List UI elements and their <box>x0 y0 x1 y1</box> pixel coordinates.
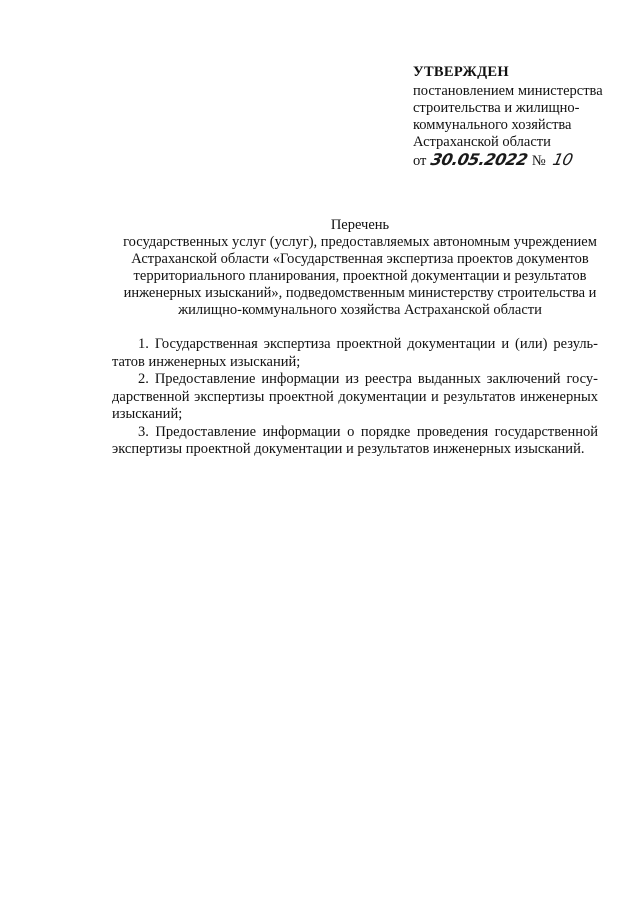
list-item: 3. Предоставление информации о порядке проведения государственной экспертизы проектной документации и результатов инженерных изысканий. <box>112 423 598 457</box>
heading-title: Перечень <box>330 217 390 233</box>
approval-title: УТВЕРЖДЕН <box>413 64 509 80</box>
services-list <box>112 336 598 459</box>
document-heading <box>100 217 620 319</box>
handwritten-date: 30.05.2022 <box>429 150 530 169</box>
number-prefix: № <box>531 153 546 169</box>
approval-line: постановлением министерства <box>413 83 603 99</box>
heading-line: государственных услуг (услуг), предоставляемых автономным учреждением <box>123 234 597 250</box>
heading-line: территориального планирования, проектной документации и результатов <box>133 268 587 284</box>
heading-line: жилищно-коммунального хозяйства Астраханской области <box>178 302 542 318</box>
approval-line: строительства и жилищно- <box>413 100 580 116</box>
approval-line: Астраханской области <box>413 134 551 150</box>
approval-stamp-block <box>413 64 623 170</box>
approval-date-line <box>413 151 623 170</box>
heading-line: Астраханской области «Государственная экспертиза проектов документов <box>131 251 589 267</box>
handwritten-number: 10 <box>551 150 575 169</box>
date-prefix: от <box>413 153 427 169</box>
approval-line: коммунального хозяйства <box>413 117 572 133</box>
list-item: 1. Государственная экспертиза проектной документации и (или) резуль-татов инженерных изысканий; <box>112 336 598 370</box>
heading-line: инженерных изысканий», подведомственным министерству строительства и <box>123 285 597 301</box>
list-item: 2. Предоставление информации из реестра выданных заключений госу-дарственной экспертизы проектной документации и результатов инженерных изысканий; <box>112 371 598 422</box>
